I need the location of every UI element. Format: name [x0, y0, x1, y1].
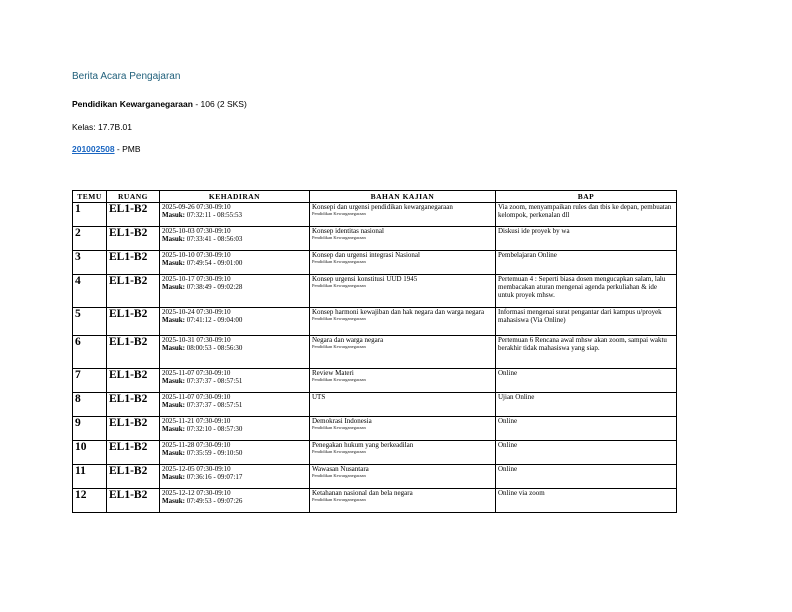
attendance-cell: [160, 251, 310, 275]
schedule-time: 2025-11-07 07:30-09:10: [162, 369, 231, 377]
schedule-time: 2025-10-31 07:30-09:10: [162, 336, 231, 344]
table-row: [73, 489, 677, 513]
topic-cell: [310, 441, 496, 465]
masuk-label: Masuk:: [162, 283, 185, 291]
room-cell: EL1-B2: [107, 417, 160, 441]
schedule-time: 2025-10-03 07:30-09:10: [162, 227, 231, 235]
lecturer-suffix: - PMB: [116, 144, 141, 154]
topic-title: Konsep harmoni kewajiban dan hak negara dan warga negara: [312, 308, 485, 316]
topic-title: Wawasan Nusantara: [312, 465, 369, 473]
schedule-time: 2025-11-07 07:30-09:10: [162, 393, 231, 401]
topic-subject: Pendidikan Kewarganegaraan: [312, 377, 366, 382]
check-in-line: [162, 425, 307, 433]
course-name: Pendidikan Kewarganegaraan: [72, 99, 193, 109]
header-bahan-kajian: BAHAN KAJIAN: [310, 191, 496, 203]
room-cell: EL1-B2: [107, 251, 160, 275]
check-in-time: 07:41:12 - 09:04:00: [186, 316, 243, 324]
topic-cell: [310, 393, 496, 417]
check-in-line: [162, 259, 307, 267]
room-cell: EL1-B2: [107, 227, 160, 251]
topic-cell: [310, 465, 496, 489]
schedule-time: 2025-11-28 07:30-09:10: [162, 441, 231, 449]
meeting-number: 9: [73, 417, 107, 441]
room-cell: EL1-B2: [107, 465, 160, 489]
header-bap: BAP: [496, 191, 677, 203]
table-row: [73, 441, 677, 465]
bap-notes: Online: [496, 465, 677, 489]
table-row: [73, 417, 677, 441]
bap-notes: Pembelajaran Online: [496, 251, 677, 275]
meeting-number: 6: [73, 336, 107, 369]
check-in-line: [162, 497, 307, 505]
attendance-cell: [160, 308, 310, 336]
topic-subject: Pendidikan Kewarganegaraan: [312, 449, 366, 454]
check-in-line: [162, 473, 307, 481]
bap-notes: Pertemuan 4 : Seperti biasa dosen mengucapkan salam, lalu membacakan aturan mengenai agenda perkuliahan & ide untuk proyek mhsw.: [496, 275, 677, 308]
masuk-label: Masuk:: [162, 259, 185, 267]
room-cell: EL1-B2: [107, 336, 160, 369]
table-row: [73, 369, 677, 393]
masuk-label: Masuk:: [162, 316, 185, 324]
topic-cell: [310, 489, 496, 513]
header-temu: TEMU: [73, 191, 107, 203]
attendance-cell: [160, 336, 310, 369]
topic-title: Demokrasi Indonesia: [312, 417, 372, 425]
masuk-label: Masuk:: [162, 235, 185, 243]
topic-subject: Pendidikan Kewarganegaraan: [312, 473, 366, 478]
check-in-line: [162, 235, 307, 243]
meeting-number: 2: [73, 227, 107, 251]
schedule-time: 2025-09-26 07:30-09:10: [162, 203, 231, 211]
schedule-time: 2025-10-24 07:30-09:10: [162, 308, 231, 316]
topic-cell: [310, 203, 496, 227]
topic-cell: [310, 275, 496, 308]
masuk-label: Masuk:: [162, 344, 185, 352]
bap-table: [72, 190, 677, 513]
check-in-time: 07:49:54 - 09:01:00: [186, 259, 243, 267]
table-row: [73, 275, 677, 308]
room-cell: EL1-B2: [107, 489, 160, 513]
header-ruang: RUANG: [107, 191, 160, 203]
attendance-cell: [160, 393, 310, 417]
topic-subject: Pendidikan Kewarganegaraan: [312, 259, 366, 264]
room-cell: EL1-B2: [107, 203, 160, 227]
topic-title: Konsepi dan urgensi pendidikan kewarganegaraan: [312, 203, 453, 211]
attendance-cell: [160, 417, 310, 441]
bap-notes: Online: [496, 369, 677, 393]
topic-cell: [310, 227, 496, 251]
room-cell: EL1-B2: [107, 275, 160, 308]
attendance-cell: [160, 275, 310, 308]
check-in-time: 07:32:10 - 08:57:30: [186, 425, 243, 433]
table-row: [73, 203, 677, 227]
check-in-line: [162, 283, 307, 291]
topic-subject: Pendidikan Kewarganegaraan: [312, 344, 366, 349]
check-in-line: [162, 377, 307, 385]
topic-subject: Pendidikan Kewarganegaraan: [312, 425, 366, 430]
schedule-time: 2025-10-10 07:30-09:10: [162, 251, 231, 259]
check-in-line: [162, 401, 307, 409]
bap-notes: Online: [496, 417, 677, 441]
check-in-time: 07:36:16 - 09:07:17: [186, 473, 243, 481]
schedule-time: 2025-12-05 07:30-09:10: [162, 465, 231, 473]
table-row: [73, 308, 677, 336]
meeting-number: 7: [73, 369, 107, 393]
room-cell: EL1-B2: [107, 308, 160, 336]
check-in-line: [162, 316, 307, 324]
meeting-number: 5: [73, 308, 107, 336]
table-header-row: [73, 191, 677, 203]
check-in-line: [162, 211, 307, 219]
meeting-number: 10: [73, 441, 107, 465]
attendance-cell: [160, 465, 310, 489]
topic-title: Penegakan hukum yang berkeadilan: [312, 441, 414, 449]
schedule-time: 2025-11-21 07:30-09:10: [162, 417, 231, 425]
table-row: [73, 227, 677, 251]
table-row: [73, 336, 677, 369]
topic-cell: [310, 369, 496, 393]
masuk-label: Masuk:: [162, 425, 185, 433]
bap-notes: Informasi mengenai surat pengantar dari kampus u/proyek mahasiswa (Via Online): [496, 308, 677, 336]
bap-notes: Diskusi ide proyek by wa: [496, 227, 677, 251]
topic-subject: Pendidikan Kewarganegaraan: [312, 211, 366, 216]
topic-cell: [310, 417, 496, 441]
topic-title: Konsep urgensi konstitusi UUD 1945: [312, 275, 418, 283]
topic-title: UTS: [312, 393, 326, 401]
table-row: [73, 251, 677, 275]
meeting-number: 3: [73, 251, 107, 275]
topic-cell: [310, 251, 496, 275]
meeting-number: 1: [73, 203, 107, 227]
attendance-cell: [160, 203, 310, 227]
check-in-time: 07:32:11 - 08:55:53: [186, 211, 243, 219]
bap-notes: Ujian Online: [496, 393, 677, 417]
masuk-label: Masuk:: [162, 473, 185, 481]
topic-cell: [310, 336, 496, 369]
masuk-label: Masuk:: [162, 449, 185, 457]
bap-notes: Online via zoom: [496, 489, 677, 513]
topic-title: Konsep identitas nasional: [312, 227, 384, 235]
class-label: Kelas: 17.7B.01: [72, 122, 133, 132]
course-code: - 106 (2 SKS): [195, 99, 247, 109]
topic-title: Ketahanan nasional dan bela negara: [312, 489, 413, 497]
table-row: [73, 465, 677, 489]
meeting-number: 8: [73, 393, 107, 417]
masuk-label: Masuk:: [162, 211, 185, 219]
topic-cell: [310, 308, 496, 336]
topic-title: Negara dan warga negara: [312, 336, 384, 344]
check-in-line: [162, 344, 307, 352]
check-in-time: 07:49:53 - 09:07:26: [186, 497, 243, 505]
room-cell: EL1-B2: [107, 369, 160, 393]
check-in-time: 07:33:41 - 08:56:03: [186, 235, 243, 243]
bap-notes: Via zoom, menyampaikan rules dan tbis ke depan, pembuatan kelompok, perkenalan dll: [496, 203, 677, 227]
topic-subject: Pendidikan Kewarganegaraan: [312, 235, 366, 240]
course-line: [72, 99, 247, 109]
room-cell: EL1-B2: [107, 441, 160, 465]
bap-notes: Pertemuan 6 Rencana awal mhsw akan zoom, sampai waktu berakhir tidak mahasiswa yang siap.: [496, 336, 677, 369]
room-cell: EL1-B2: [107, 393, 160, 417]
topic-subject: Pendidikan Kewarganegaraan: [312, 283, 366, 288]
check-in-line: [162, 449, 307, 457]
meeting-number: 4: [73, 275, 107, 308]
bap-notes: Online: [496, 441, 677, 465]
topic-title: Review Materi: [312, 369, 354, 377]
check-in-time: 07:38:49 - 09:02:28: [186, 283, 243, 291]
check-in-time: 07:37:37 - 08:57:51: [186, 377, 243, 385]
meeting-number: 12: [73, 489, 107, 513]
attendance-cell: [160, 489, 310, 513]
masuk-label: Masuk:: [162, 377, 185, 385]
schedule-time: 2025-12-12 07:30-09:10: [162, 489, 231, 497]
check-in-time: 07:35:59 - 09:10:50: [186, 449, 243, 457]
topic-title: Konsep dan urgensi integrasi Nasional: [312, 251, 420, 259]
lecturer-id-link[interactable]: 201002508: [72, 144, 115, 154]
table-row: [73, 393, 677, 417]
attendance-cell: [160, 441, 310, 465]
topic-subject: Pendidikan Kewarganegaraan: [312, 316, 366, 321]
topic-subject: Pendidikan Kewarganegaraan: [312, 497, 366, 502]
meeting-number: 11: [73, 465, 107, 489]
schedule-time: 2025-10-17 07:30-09:10: [162, 275, 231, 283]
header-kehadiran: KEHADIRAN: [160, 191, 310, 203]
check-in-time: 07:37:37 - 08:57:51: [186, 401, 243, 409]
masuk-label: Masuk:: [162, 401, 185, 409]
attendance-cell: [160, 369, 310, 393]
lecturer-line: [72, 144, 141, 154]
attendance-cell: [160, 227, 310, 251]
masuk-label: Masuk:: [162, 497, 185, 505]
page-title: Berita Acara Pengajaran: [72, 71, 181, 82]
check-in-time: 08:00:53 - 08:56:30: [186, 344, 243, 352]
